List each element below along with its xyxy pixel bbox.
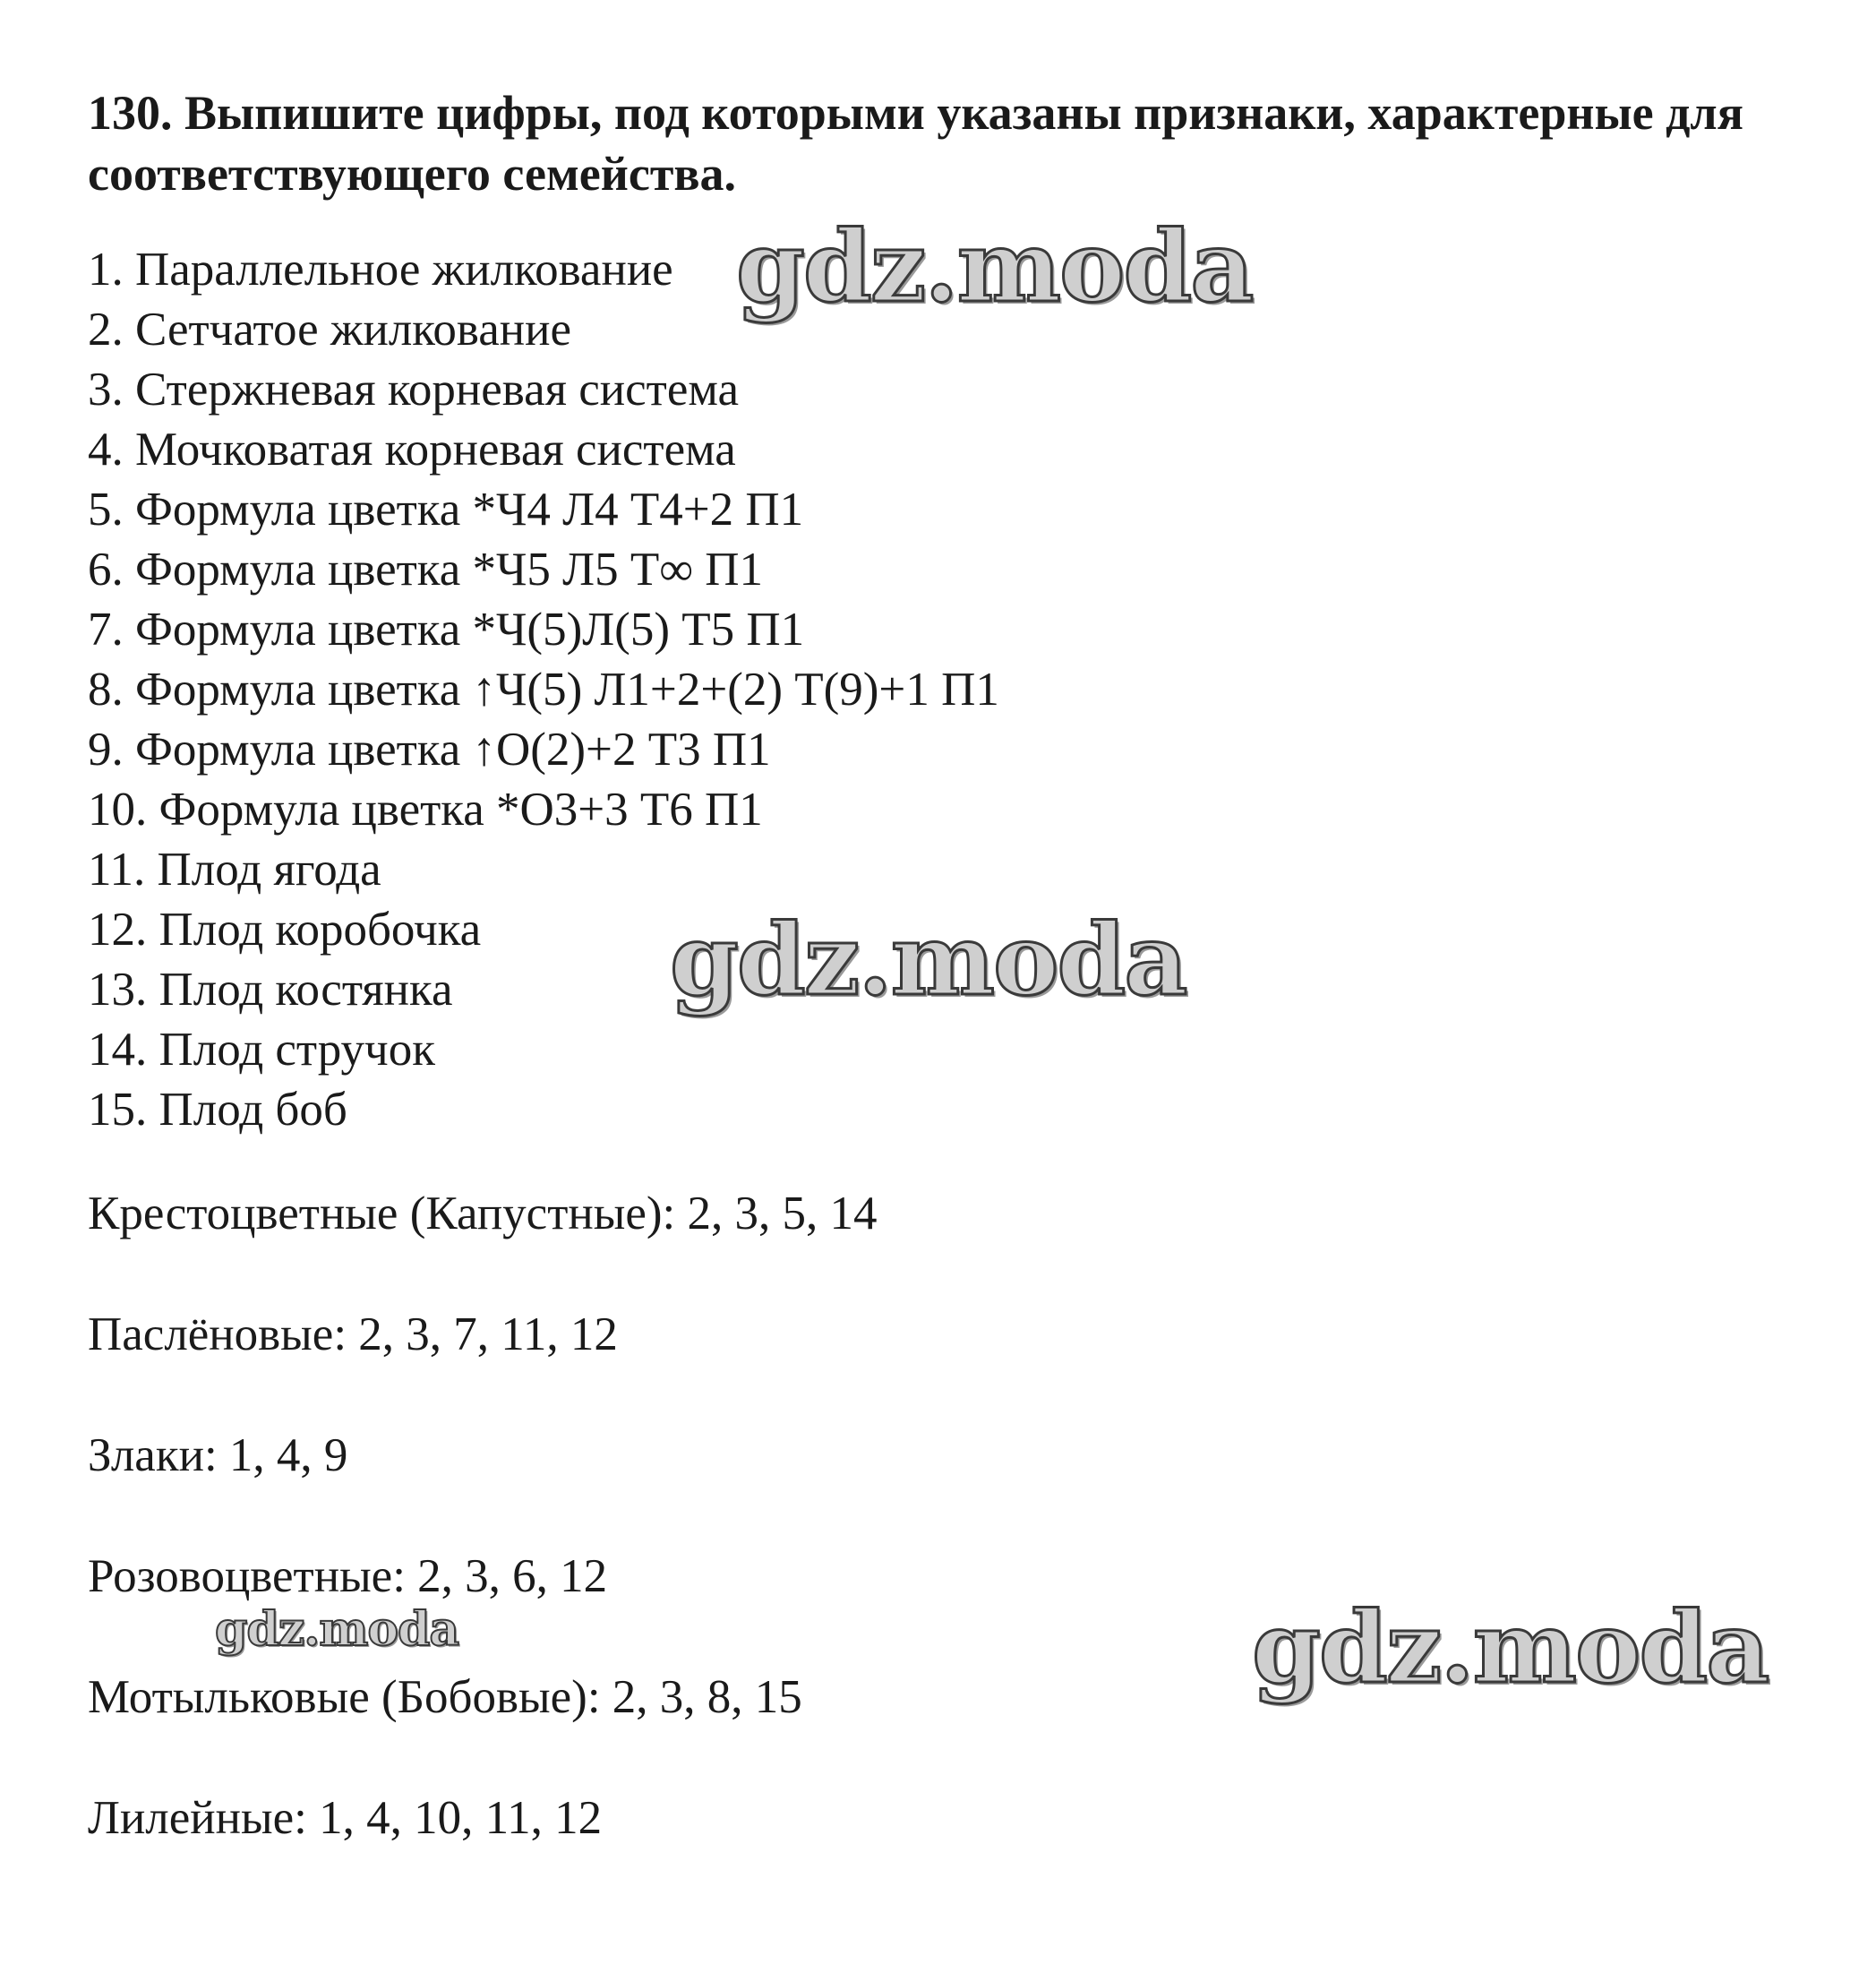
list-item: 14. Плод стручок <box>88 1024 435 1076</box>
list-item: 4. Мочковатая корневая система <box>88 424 736 476</box>
answer-line: Лилейные: 1, 4, 10, 11, 12 <box>88 1792 603 1844</box>
watermark: gdz.moda <box>670 902 1186 1017</box>
list-item: 8. Формула цветка ↑Ч(5) Л1+2+(2) Т(9)+1 П1 <box>88 664 999 716</box>
list-item: 10. Формула цветка *О3+3 Т6 П1 <box>88 784 763 836</box>
list-item: 2. Сетчатое жилкование <box>88 304 571 356</box>
list-item: 9. Формула цветка ↑О(2)+2 Т3 П1 <box>88 724 771 776</box>
feature-list <box>88 240 999 1140</box>
task-title: 130. Выпишите цифры, под которыми указаны признаки, характерные для соответствующего семейства. <box>88 86 1743 201</box>
watermark: gdz.moda <box>1252 1590 1769 1705</box>
answer-line: Паслёновые: 2, 3, 7, 11, 12 <box>88 1308 618 1360</box>
list-item: 12. Плод коробочка <box>88 904 482 956</box>
list-item: 3. Стержневая корневая система <box>88 364 740 416</box>
answer-line: Крестоцветные (Капустные): 2, 3, 5, 14 <box>88 1188 878 1239</box>
list-item: 1. Параллельное жилкование <box>88 244 673 296</box>
watermark: gdz.moda <box>215 1602 459 1657</box>
answer-line: Мотыльковые (Бобовые): 2, 3, 8, 15 <box>88 1671 802 1723</box>
list-item: 15. Плод боб <box>88 1084 347 1136</box>
answer-line: Злаки: 1, 4, 9 <box>88 1429 348 1481</box>
answer-line: Розовоцветные: 2, 3, 6, 12 <box>88 1550 608 1602</box>
list-item: 6. Формула цветка *Ч5 Л5 Т∞ П1 <box>88 544 764 596</box>
list-item: 5. Формула цветка *Ч4 Л4 Т4+2 П1 <box>88 484 804 536</box>
list-item: 11. Плод ягода <box>88 844 381 896</box>
watermark: gdz.moda <box>736 209 1253 324</box>
list-item: 13. Плод костянка <box>88 964 453 1016</box>
list-item: 7. Формула цветка *Ч(5)Л(5) Т5 П1 <box>88 604 805 656</box>
